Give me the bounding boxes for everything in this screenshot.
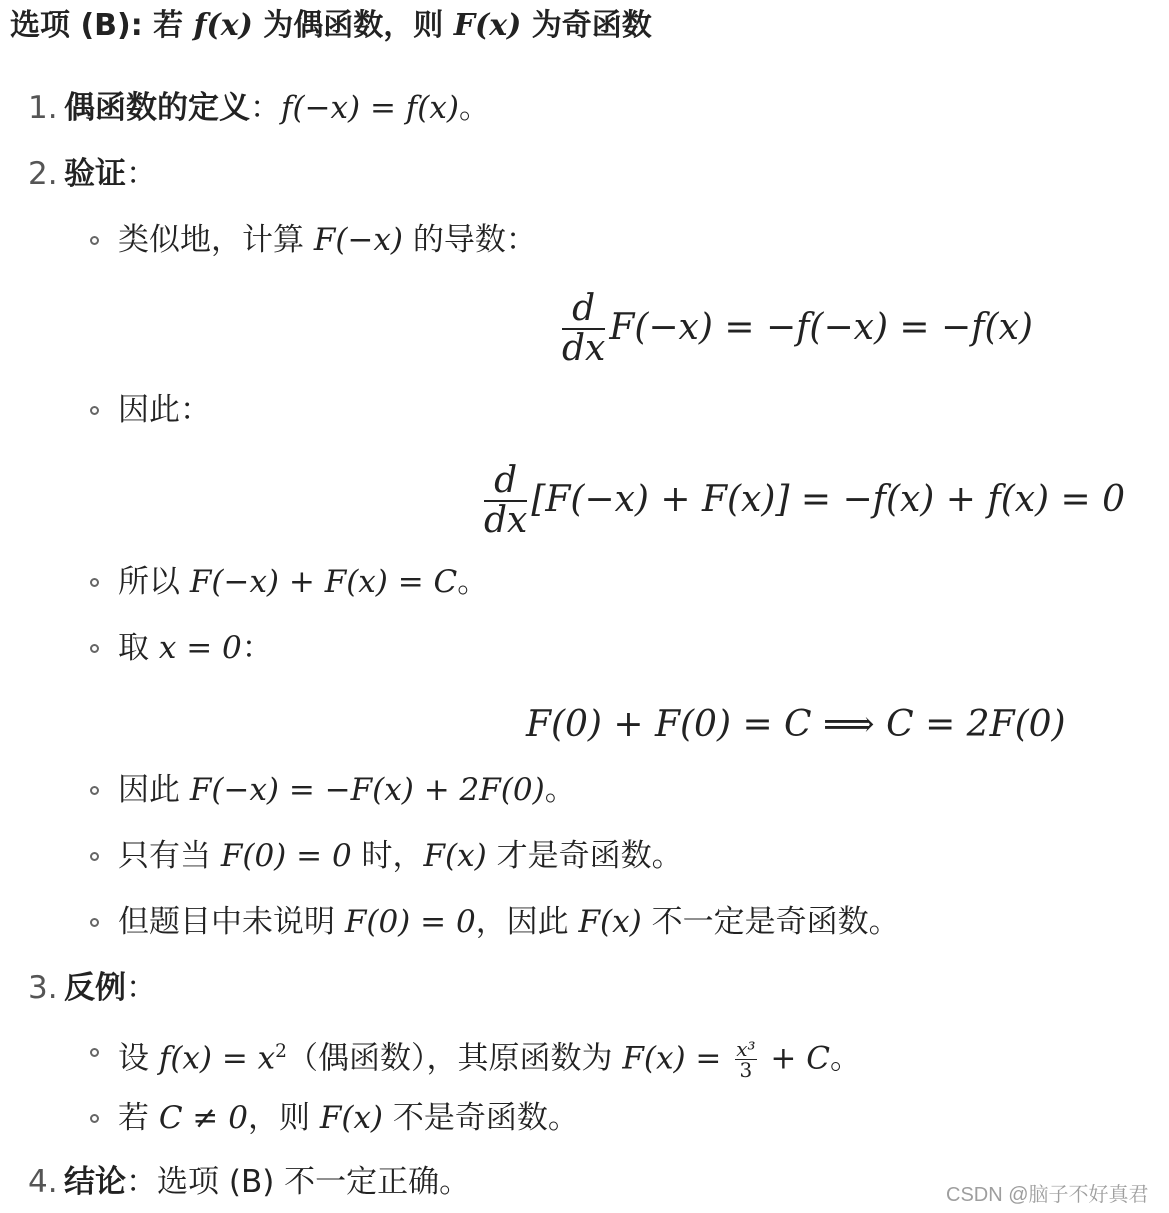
display-equation-3: F(0) + F(0) = C ⟹ C = 2F(0) [526,704,1066,745]
sub-item-so: 所以 F(−x) + F(x) = C。 [118,564,489,600]
sub-item-if-c: 若 C ≠ 0，则 F(x) 不是奇函数。 [118,1100,579,1136]
section-title: 选项 (B): 若 f(x) 为偶函数，则 F(x) 为奇函数 [10,8,652,43]
bullet-circle [90,236,99,245]
list-item-verify: 验证： [64,156,157,192]
bullet-circle [90,852,99,861]
sub-item-take-x: 取 x = 0： [118,630,273,666]
sub-item-derivative: 类似地，计算 F(−x) 的导数： [118,222,537,258]
bullet-circle [90,1114,99,1123]
inline-fraction: $\frac{\text{x³}}{3}$ [736,1037,756,1083]
sub-item-let-f: 设 $f(x) = x^2$（偶函数），其原函数为 F(x) = $\frac{\text{x³}}{3}$ + C。 [118,1037,861,1083]
bullet-circle [90,786,99,795]
display-equation-1: $\frac{d}{dx}$ F(−x) = −f(−x) = −f(x) [562,288,1033,369]
display-equation-2: $\frac{d}{dx}$ [F(−x) + F(x)] = −f(x) + f(x) = 0 [484,460,1126,541]
sub-item-not-stated: 但题目中未说明 F(0) = 0，因此 F(x) 不一定是奇函数。 [118,904,900,940]
csdn-watermark: CSDN @脑子不好真君 [946,1184,1149,1206]
inline-formula: f(−x) = f(x) [281,90,459,126]
bullet-circle [90,1048,99,1057]
item-label: 验证 [64,156,126,192]
derivative-fraction: $\frac{d}{dx}$ [562,288,606,369]
derivative-fraction: $\frac{d}{dx}$ [484,460,528,541]
bullet-circle [90,406,99,415]
list-number-3: 3. [28,970,58,1006]
sub-item-only-when: 只有当 F(0) = 0 时，F(x) 才是奇函数。 [118,838,683,874]
list-item-conclusion: 结论：选项 (B) 不一定正确。 [64,1164,471,1200]
bullet-circle [90,918,99,927]
bullet-circle [90,644,99,653]
title-math-F: F(x) [453,8,522,43]
list-item-counterexample: 反例： [64,970,157,1006]
list-number-4: 4. [28,1164,58,1200]
list-number-2: 2. [28,156,58,192]
item-label: 反例 [64,970,126,1006]
list-number-1: 1. [28,90,58,126]
title-math-f: f(x) [193,8,253,43]
list-item-even-definition: 偶函数的定义：f(−x) = f(x)。 [64,90,490,126]
sub-item-therefore: 因此： [118,392,211,428]
bullet-circle [90,578,99,587]
item-label: 结论 [64,1164,126,1200]
item-label: 偶函数的定义 [64,90,250,126]
sub-item-hence: 因此 F(−x) = −F(x) + 2F(0)。 [118,772,576,808]
